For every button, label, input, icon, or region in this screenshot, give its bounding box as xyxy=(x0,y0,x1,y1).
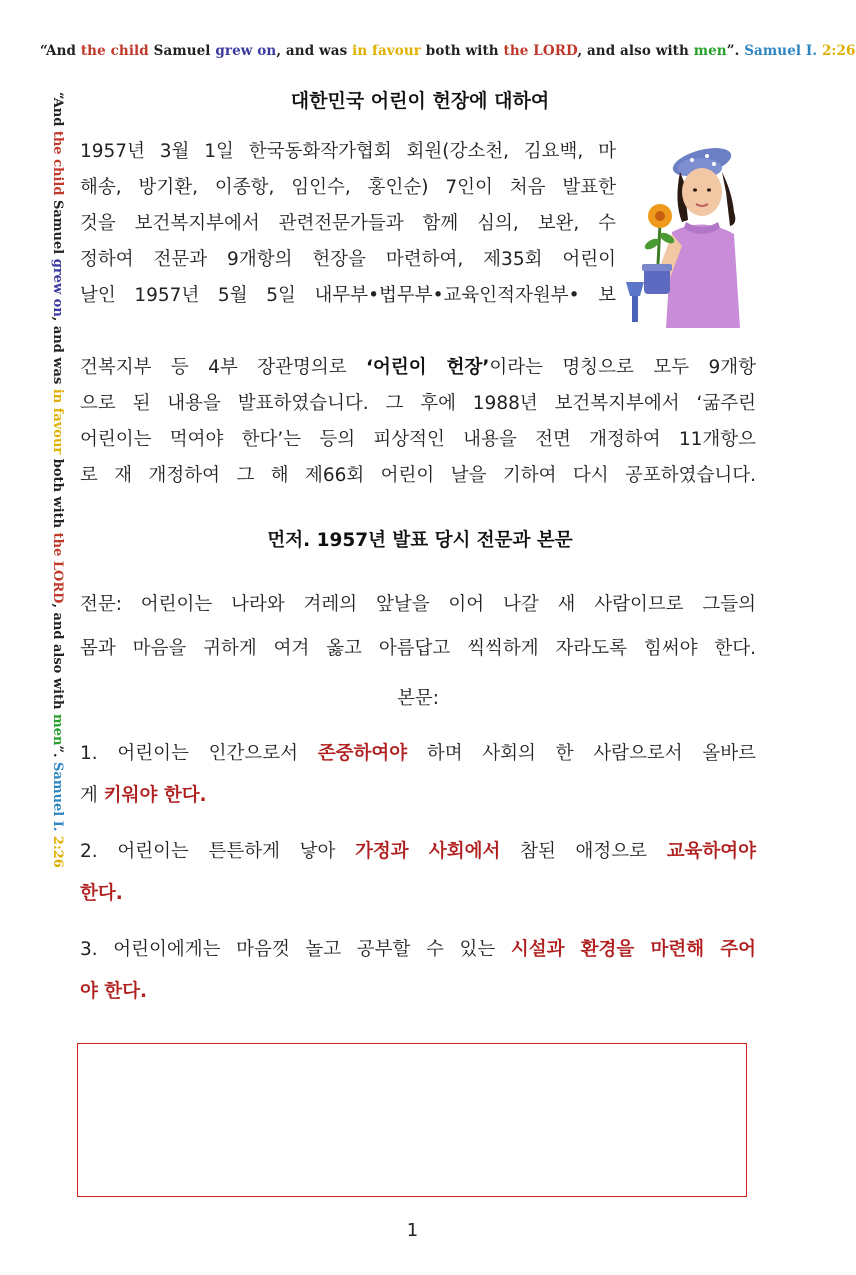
section-subtitle: 먼저. 1957년 발표 당시 전문과 본문 xyxy=(267,530,573,551)
page-number: 1 xyxy=(406,1220,419,1241)
side-quote-part: “And xyxy=(50,92,65,131)
page-title: 대한민국 어린이 헌장에 대하여 xyxy=(290,90,550,112)
article-item xyxy=(80,831,756,915)
body-label: 본문: xyxy=(397,688,439,709)
article-line xyxy=(80,971,756,1013)
header-quote-part: both with xyxy=(425,43,504,59)
article-highlight: 야 한다. xyxy=(80,981,148,1002)
preamble-paragraph xyxy=(80,583,756,671)
header-quote-part: “And xyxy=(40,43,81,59)
intro-line: 로 재 개정하여 그 해 제66회 어린이 날을 기하여 다시 공포하였습니다. xyxy=(80,465,756,486)
article-text: 하며 사회의 한 사람으로서 올바르 xyxy=(407,743,756,764)
header-quote-part: the LORD xyxy=(503,43,578,59)
article-line xyxy=(80,733,756,775)
header-quote-part: , and also with xyxy=(577,43,694,59)
intro-line xyxy=(80,350,756,386)
side-quote-part: Samuel xyxy=(50,199,65,259)
intro-line: 으로 된 내용을 발표하였습니다. 그 후에 1988년 보건복지부에서 ‘굶주린 xyxy=(80,393,756,414)
article-text: 게 xyxy=(80,785,104,806)
side-margin-quote xyxy=(50,92,65,868)
empty-red-frame xyxy=(77,1043,747,1197)
header-quote-part: the child xyxy=(80,43,154,59)
article-highlight: 교육하여야 xyxy=(666,841,757,862)
article-line xyxy=(80,831,756,873)
intro-continuation xyxy=(80,350,756,494)
intro-line: 것을 보건복지부에서 관련전문가들과 함께 심의, 보완, 수 xyxy=(80,213,616,234)
header-quote-part: men xyxy=(693,43,727,59)
header-quote xyxy=(40,43,856,59)
article-text: 1. 어린이는 인간으로서 xyxy=(80,743,318,764)
intro-line: 날인 1957년 5월 5일 내무부•법무부•교육인적자원부• 보 xyxy=(80,285,616,306)
article-highlight: 존중하여야 xyxy=(317,743,408,764)
side-quote-part: 2:26 xyxy=(50,835,65,868)
side-quote-part: , and was xyxy=(50,316,65,389)
article-highlight: 가정과 사회에서 xyxy=(355,841,501,862)
header-quote-part: Samuel I. xyxy=(744,43,822,59)
side-quote-part: in favour xyxy=(50,388,65,459)
article-text: 2. 어린이는 튼튼하게 낳아 xyxy=(80,841,356,862)
article-highlight: 시설과 환경을 마련해 주어 xyxy=(510,939,757,960)
article-text: 3. 어린이에게는 마음껏 놀고 공부할 수 있는 xyxy=(80,939,511,960)
child-photo xyxy=(622,142,756,328)
side-quote-part: grew on xyxy=(50,258,65,317)
article-line xyxy=(80,929,756,971)
header-quote-part: Samuel xyxy=(153,43,216,59)
header-quote-part: in favour xyxy=(352,43,426,59)
side-quote-part: men xyxy=(50,714,65,746)
header-quote-part: 2:26 xyxy=(821,43,856,59)
side-quote-part: ”. xyxy=(50,745,65,763)
article-line xyxy=(80,775,756,817)
intro-text: 건복지부 등 4부 장관명의로 xyxy=(80,357,367,378)
intro-line: 정하여 전문과 9개항의 헌장을 마련하여, 제35회 어린이 xyxy=(80,249,616,270)
header-quote-part: ”. xyxy=(726,43,745,59)
preamble-line: 전문: 어린이는 나라와 겨레의 앞날을 이어 나갈 새 사람이므로 그들의 xyxy=(80,594,756,615)
header-quote-part: , and was xyxy=(276,43,353,59)
side-quote-part: the LORD xyxy=(50,532,65,604)
side-quote-part: the child xyxy=(50,130,65,200)
intro-paragraph xyxy=(80,134,616,314)
charter-name-bold: ‘어린이 헌장’ xyxy=(366,357,490,378)
article-text: 참된 애정으로 xyxy=(500,841,667,862)
intro-text: 이라는 명칭으로 모두 9개항 xyxy=(489,357,756,378)
intro-line: 1957년 3월 1일 한국동화작가협회 회원(강소천, 김요백, 마 xyxy=(80,141,616,162)
article-highlight: 키워야 한다. xyxy=(103,785,207,806)
side-quote-part: both with xyxy=(50,458,65,533)
intro-line: 어린이는 먹여야 한다’는 등의 피상적인 내용을 전면 개정하여 11개항으 xyxy=(80,429,756,450)
article-item xyxy=(80,733,756,817)
side-quote-part: Samuel I. xyxy=(50,762,65,836)
side-quote-part: , and also with xyxy=(50,603,65,714)
header-quote-part: grew on xyxy=(215,43,277,59)
article-item xyxy=(80,929,756,1013)
article-highlight: 한다. xyxy=(80,883,123,904)
intro-line: 해송, 방기환, 이종항, 임인수, 홍인순) 7인이 처음 발표한 xyxy=(80,177,616,198)
preamble-line: 몸과 마음을 귀하게 여겨 옳고 아름답고 씩씩하게 자라도록 힘써야 한다. xyxy=(80,638,756,659)
article-line xyxy=(80,873,756,915)
